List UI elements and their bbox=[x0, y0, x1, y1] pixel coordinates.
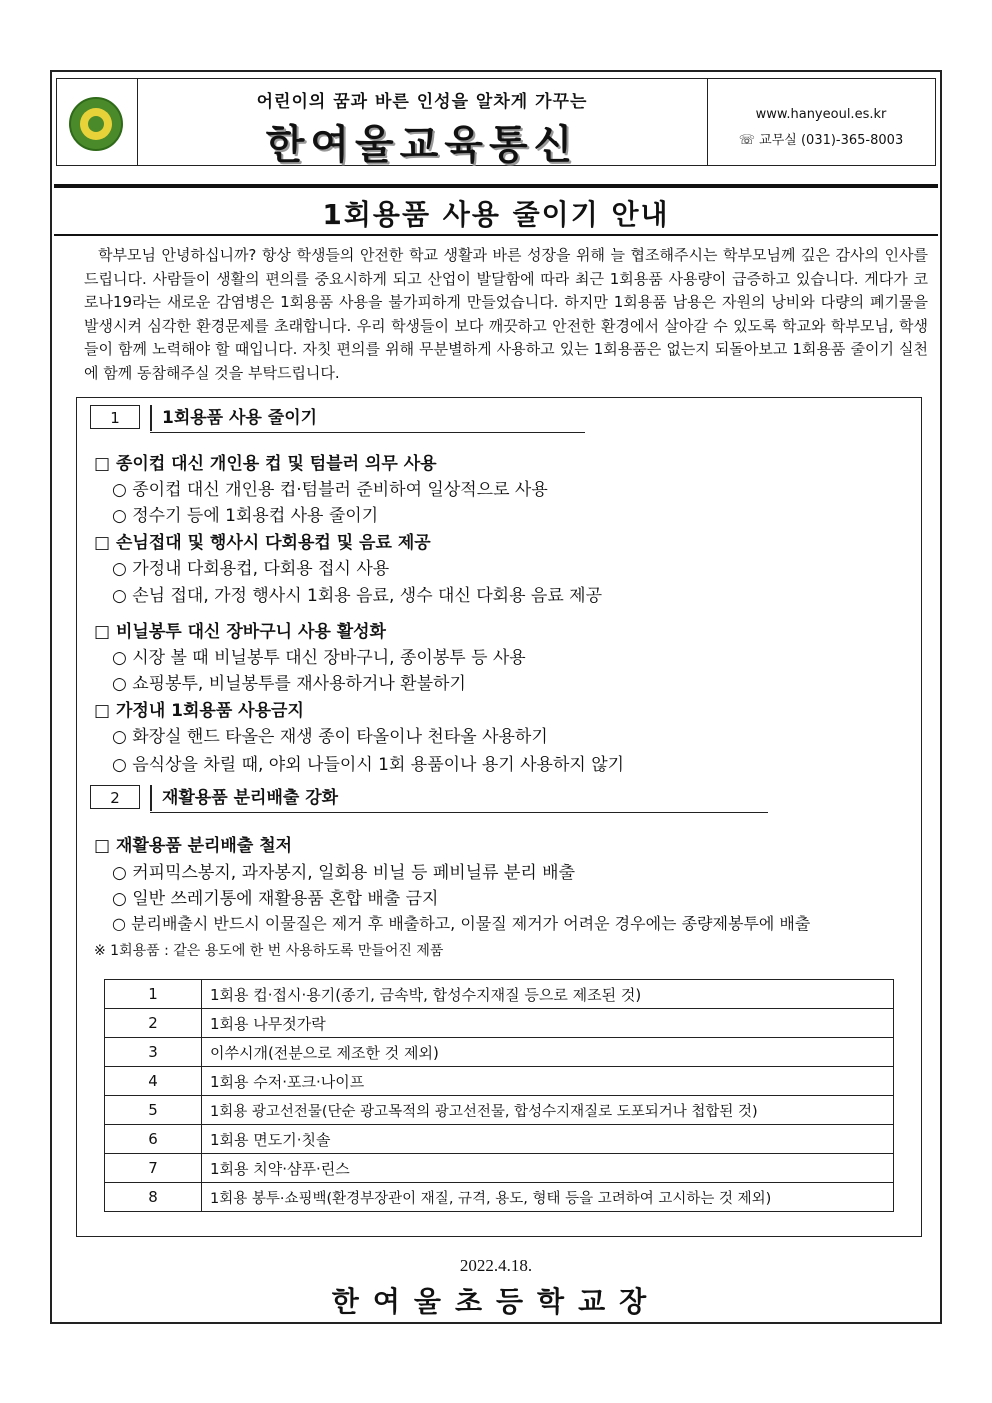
s1-list-item: ○ 시장 볼 때 비닐봉투 대신 장바구니, 종이봉투 등 사용 bbox=[112, 648, 526, 668]
phone-number: ☏ 교무실 (031)-365-8003 bbox=[738, 133, 904, 148]
table-cell-number: 2 bbox=[105, 1009, 202, 1038]
intro-paragraph: 학부모님 안녕하십니까? 항상 학생들의 안전한 학교 생활과 바른 성장을 위해 늘 협조해주시는 학부모님께 깊은 감사의 인사를 드립니다. 사람들이 생활의 편의를 중요시하게 되고 산업이 발달함에 따라 최근 1회용품 사용량이 급증하고 있습니다. 게다가 코로나19라는 새로운 감염병은 1회용품 사용을 불가피하게 만들었습니다. 하지만 1회용품 남용은 자원의 낭비와 다량의 폐기물을 발생시켜 심각한 환경문제를 초래합니다. 우리 학생들이 보다 깨끗하고 안전한 환경에서 살아갈 수 있도록 학교와 학부모님, 학생들이 함께 노력해야 할 때입니다. 자칫 편의를 위해 무분별하게 사용하고 있는 1회용품은 없는지 되돌아보고 1회용품 줄이기 실천에 함께 동참해주실 것을 부탁드립니다. bbox=[84, 246, 928, 382]
section-1-header bbox=[90, 405, 590, 433]
s1-list-item: ○ 가정내 다회용컵, 다회용 접시 사용 bbox=[112, 559, 390, 579]
issue-date: 2022.4.18. bbox=[459, 1256, 533, 1275]
table-row bbox=[105, 1038, 894, 1067]
header-motto: 어린이의 꿈과 바른 인성을 알차게 가꾸는 bbox=[256, 92, 588, 112]
table-cell-item: 1회용 컵·접시·용기(종기, 금속박, 합성수지재질 등으로 제조된 것) bbox=[202, 980, 894, 1009]
table-cell-item: 1회용 나무젓가락 bbox=[202, 1009, 894, 1038]
section-2-underline bbox=[150, 812, 768, 813]
s2-heading-recycle: □ 재활용품 분리배출 철저 bbox=[94, 836, 293, 856]
section-1-number: 1 bbox=[90, 405, 140, 429]
table-cell-number: 5 bbox=[105, 1096, 202, 1125]
s1-list-item: ○ 정수기 등에 1회용컵 사용 줄이기 bbox=[112, 506, 379, 526]
s2-list-item: ○ 분리배출시 반드시 이물질은 제거 후 배출하고, 이물질 제거가 어려운 경우에는 종량제봉투에 배출 bbox=[112, 914, 811, 933]
table-row bbox=[105, 1096, 894, 1125]
s1-list-item: ○ 음식상을 차릴 때, 야외 나들이시 1회 용품이나 용기 사용하지 않기 bbox=[112, 755, 625, 775]
section-1-title: 1회용품 사용 줄이기 bbox=[150, 405, 317, 431]
table-cell-number: 8 bbox=[105, 1183, 202, 1212]
section-2-title: 재활용품 분리배출 강화 bbox=[150, 785, 338, 811]
divider-thin bbox=[54, 234, 938, 236]
newsletter-header bbox=[56, 78, 936, 166]
table-row bbox=[105, 1125, 894, 1154]
table-cell-item: 1회용 면도기·칫솔 bbox=[202, 1125, 894, 1154]
s2-list-item: ○ 일반 쓰레기통에 재활용품 혼합 배출 금지 bbox=[112, 889, 439, 909]
table-row bbox=[105, 980, 894, 1009]
table-cell-number: 3 bbox=[105, 1038, 202, 1067]
definition-note: ※ 1회용품 : 같은 용도에 한 번 사용하도록 만들어진 제품 bbox=[94, 943, 444, 959]
principal-signature: 한여울초등학교장 bbox=[331, 1287, 661, 1318]
table-cell-number: 7 bbox=[105, 1154, 202, 1183]
table-cell-number: 6 bbox=[105, 1125, 202, 1154]
divider-thick bbox=[54, 184, 938, 188]
s1-heading-home: □ 가정내 1회용품 사용금지 bbox=[94, 701, 304, 721]
table-cell-item: 1회용 봉투·쇼핑백(환경부장관이 재질, 규격, 용도, 형태 등을 고려하여 고시하는 것 제외) bbox=[202, 1183, 894, 1212]
s1-list-item: ○ 종이컵 대신 개인용 컵·텀블러 준비하여 일상적으로 사용 bbox=[112, 480, 548, 500]
section-2-number: 2 bbox=[90, 785, 140, 809]
s1-heading-guest: □ 손님접대 및 행사시 다회용컵 및 음료 제공 bbox=[94, 533, 431, 553]
s1-heading-cup: □ 종이컵 대신 개인용 컵 및 텀블러 의무 사용 bbox=[94, 454, 437, 474]
s1-list-item: ○ 쇼핑봉투, 비닐봉투를 재사용하거나 환불하기 bbox=[112, 674, 466, 694]
table-row bbox=[105, 1009, 894, 1038]
table-cell-number: 1 bbox=[105, 980, 202, 1009]
s2-list-item: ○ 커피믹스봉지, 과자봉지, 일회용 비닐 등 페비닐류 분리 배출 bbox=[112, 863, 575, 883]
logo-cell bbox=[57, 79, 138, 165]
table-row bbox=[105, 1154, 894, 1183]
table-row bbox=[105, 1067, 894, 1096]
header-title-cell bbox=[137, 79, 708, 168]
table-cell-item: 1회용 수저·포크·나이프 bbox=[202, 1067, 894, 1096]
section-2-header bbox=[90, 785, 790, 813]
section-1-underline bbox=[150, 432, 585, 433]
table-cell-number: 4 bbox=[105, 1067, 202, 1096]
table-cell-item: 1회용 치약·샴푸·린스 bbox=[202, 1154, 894, 1183]
document-title: 1회용품 사용 줄이기 안내 bbox=[322, 198, 670, 231]
s1-list-item: ○ 화장실 핸드 타올은 재생 종이 타올이나 천타올 사용하기 bbox=[112, 727, 548, 747]
table-cell-item: 1회용 광고선전물(단순 광고목적의 광고선전물, 합성수지재질로 도포되거나 첩합된 것) bbox=[202, 1096, 894, 1125]
school-logo-icon bbox=[69, 97, 123, 151]
header-contact-cell bbox=[707, 79, 935, 165]
website-link[interactable]: www.hanyeoul.es.kr bbox=[755, 107, 887, 122]
s1-heading-bag: □ 비닐봉투 대신 장바구니 사용 활성화 bbox=[94, 622, 386, 642]
newsletter-title: 한여울교육통신 bbox=[265, 122, 579, 168]
table-cell-item: 이쑤시개(전분으로 제조한 것 제외) bbox=[202, 1038, 894, 1067]
disposables-table bbox=[104, 979, 894, 1212]
s1-list-item: ○ 손님 접대, 가정 행사시 1회용 음료, 생수 대신 다회용 음료 제공 bbox=[112, 586, 603, 606]
table-row bbox=[105, 1183, 894, 1212]
